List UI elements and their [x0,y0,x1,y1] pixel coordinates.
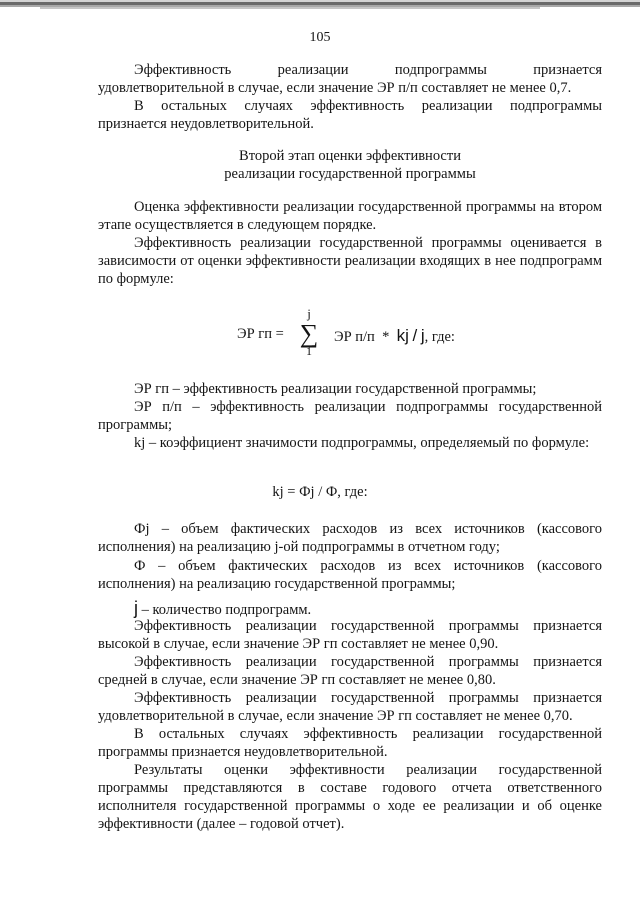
paragraph-medium-efficiency: Эффективность реализации государственной программы признается средней в случае, если значение ЭР гп составляет не менее 0,80. [98,654,602,688]
definition-er-gp: ЭР гп – эффективность реализации государственной программы; [134,381,537,397]
definition-f: Ф – объем фактических расходов из всех источников (кассового исполнения) на реализацию государственной программы; [98,558,602,592]
definition-j [134,598,311,619]
formula-operator: * [382,329,390,345]
j-symbol: j [134,598,138,618]
paragraph-satisfactory-efficiency: Эффективность реализации государственной программы признается удовлетворительной в случае, если значение ЭР гп составляет не менее 0,70. [98,690,602,724]
paragraph-annual-report: Результаты оценки эффективности реализации государственной программы представляются в составе годового отчета ответственного исполнителя государственной программы о ходе ее реализации и об оценке эффективности (далее – годовой отчет). [98,762,602,832]
definition-fj: Фj – объем фактических расходов из всех источников (кассового исполнения) на реализацию j-ой подпрограммы в отчетном году; [98,521,602,555]
section-heading [98,147,602,183]
summation-upper-limit: j [307,306,311,321]
formula-term: ЭР п/п [334,329,375,345]
summation-lower-limit: 1 [306,344,312,358]
paragraph-second-stage: Оценка эффективности реализации государственной программы на втором этапе осуществляется в следующем порядке. [98,199,602,233]
scan-artifact-top [0,0,640,14]
paragraph-evaluation-method: Эффективность реализации государственной программы оценивается в зависимости от оценки эффективности реализации входящих в нее подпрограмм по формуле: [98,235,602,287]
formula-program-efficiency [237,306,497,366]
formula-factor: kj [396,326,409,345]
definition-kj: kj – коэффициент значимости подпрограммы, определяемый по формуле: [134,435,590,451]
formula-lhs: ЭР гп = [237,326,284,342]
heading-line-1: Второй этап оценки эффективности [239,148,461,164]
formula-slash: / [412,326,418,345]
formula-rhs [334,326,455,346]
heading-line-2: реализации государственной программы [224,166,476,182]
summation-symbol: ∑ [299,319,319,348]
page-number: 105 [309,30,331,45]
paragraph-high-efficiency: Эффективность реализации государственной программы признается высокой в случае, если значение ЭР гп составляет не менее 0,90. [98,618,602,652]
formula-divisor: j [420,326,425,345]
paragraph-subprogram-satisfactory: Эффективность реализации подпрограммы признается удовлетворительной в случае, если значение ЭР п/п составляет не менее 0,7. [98,62,602,96]
j-definition-text: – количество подпрограмм. [138,602,312,618]
formula-suffix: , где: [424,329,455,345]
formula-kj: kj = Фj / Ф, где: [272,484,368,500]
paragraph-subprogram-unsatisfactory: В остальных случаях эффективность реализации подпрограммы признается неудовлетворительной. [98,98,602,132]
definition-er-pp: ЭР п/п – эффективность реализации подпрограммы государственной программы; [98,399,602,433]
paragraph-unsatisfactory-efficiency: В остальных случаях эффективность реализации государственной программы признается неудовлетворительной. [98,726,602,760]
